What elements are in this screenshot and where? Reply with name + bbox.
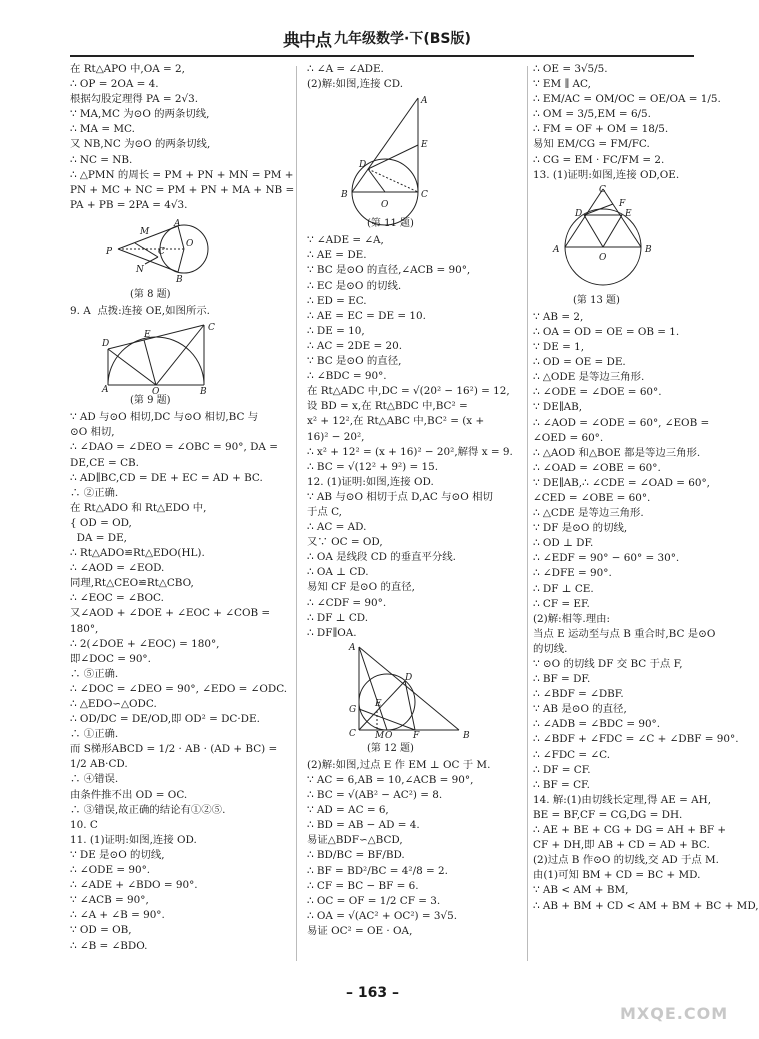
answer-line: ∴ ⑤正确. xyxy=(70,667,119,680)
site-watermark: MXQE.COM xyxy=(620,1004,729,1023)
answer-line: (2)过点 B 作⊙O 的切线,交 AD 于点 M. xyxy=(533,854,719,867)
answer-line: ∴ OD = OE = DE. xyxy=(533,356,626,369)
answer-line: ∵ DE = 1, xyxy=(533,341,585,354)
answer-line: CF + DH,即 AB + CD = AD + BC. xyxy=(533,839,710,852)
header-rule xyxy=(70,55,694,57)
answer-line: 易证△BDF∽△BCD, xyxy=(307,834,403,847)
answer-line: ∴ OD ⊥ DF. xyxy=(533,537,594,550)
answer-line: ∴ DE = 10, xyxy=(307,324,365,337)
answer-line: ∴ ∠AOD = ∠ODE = 60°, ∠EOB = xyxy=(533,416,710,429)
figure11-diagram xyxy=(307,94,521,231)
figure-caption: (第 12 题) xyxy=(367,742,414,754)
point-label: D xyxy=(405,672,413,683)
book-title: 九年级数学·下(BS版) xyxy=(334,31,471,47)
answer-line: ∴ BD/BC = BF/BD. xyxy=(307,849,405,862)
answer-line: 13. (1)证明:如图,连接 OD,OE. xyxy=(533,168,680,181)
answer-line: ∴ ∠ADE + ∠BDO = 90°. xyxy=(70,879,198,892)
answer-line: ∵ AB = 2, xyxy=(533,310,584,323)
point-label: A xyxy=(553,244,560,255)
answer-line: ∵ ∠ACB = 90°, xyxy=(70,894,149,907)
answer-line: ∴ OC = OF = 1/2 CF = 3. xyxy=(307,894,441,907)
answer-line: ∴ ∠BDF = ∠DBF. xyxy=(533,688,624,701)
answer-line: ∵ AD = AC = 6, xyxy=(307,804,389,817)
point-label: F xyxy=(619,198,626,209)
answer-column-middle xyxy=(307,62,521,967)
page-number: – 163 – xyxy=(346,985,399,1001)
answer-line: ∴ BF = CF. xyxy=(533,778,590,791)
answer-line: 由条件推不出 OD = OC. xyxy=(70,788,188,801)
answer-line: 由(1)可知 BM + CD = BC + MD. xyxy=(533,869,701,882)
point-label: E xyxy=(421,140,428,151)
point-label: D xyxy=(575,208,583,219)
answer-line: ∴ OM = 3/5,EM = 6/5. xyxy=(533,108,651,121)
answer-line: ∴ ∠ODE = 90°. xyxy=(70,864,151,877)
answer-line: ∴ FM = OF + OM = 18/5. xyxy=(533,123,669,136)
answer-line: DE,CE = CB. xyxy=(70,456,139,469)
point-label: P xyxy=(106,246,113,257)
answer-line: ∴ OA 是线段 CD 的垂直平分线. xyxy=(307,551,456,564)
answer-line: ∵ AC = 6,AB = 10,∠ACB = 90°, xyxy=(307,774,474,786)
point-label: G xyxy=(349,704,357,715)
figure-caption: (第 11 题) xyxy=(367,218,414,230)
answer-line: 在 Rt△ADC 中,DC = √(20² − 16²) = 12, xyxy=(307,385,510,398)
answer-line: ⊙O 相切, xyxy=(70,426,115,439)
figure8-diagram xyxy=(70,215,272,302)
answer-line: ∴ ∠B = ∠BDO. xyxy=(70,939,148,952)
point-label: D xyxy=(102,339,110,350)
page-header xyxy=(0,0,750,64)
answer-line: ∴ ③错误,故正确的结论有①②⑤. xyxy=(70,803,226,816)
answer-line: 当点 E 运动至与点 B 重合时,BC 是⊙O xyxy=(533,627,716,640)
point-label: N xyxy=(136,264,144,275)
answer-line: 180°, xyxy=(70,622,99,635)
answer-line: (2)解:如图,连接 CD. xyxy=(307,78,403,91)
answer-line: ∠OED = 60°. xyxy=(533,431,604,444)
answer-line: ∴ ∠CDF = 90°. xyxy=(307,596,387,609)
figure12-diagram xyxy=(307,643,521,756)
answer-line: 16)² − 20², xyxy=(307,430,365,443)
answer-line: 于点 C, xyxy=(307,505,342,518)
point-label: M xyxy=(140,226,150,237)
answer-line: 易知 EM/CG = FM/FC. xyxy=(533,138,650,151)
answer-line: ∴ AE = EC = DE = 10. xyxy=(307,309,426,322)
point-label: D xyxy=(359,160,367,171)
answer-line: ∴ OA = OD = OE = OB = 1. xyxy=(533,325,680,338)
answer-line: ∴ BF = DF. xyxy=(533,673,591,686)
answer-line: ∴ ∠A + ∠B = 90°. xyxy=(70,909,165,922)
answer-line: ∴ DF∥OA. xyxy=(307,626,357,639)
answer-line: PA + PB = 2PA = 4√3. xyxy=(70,198,188,211)
figure11-drawing xyxy=(337,94,457,216)
point-label: E xyxy=(375,698,382,709)
figure-caption: (第 13 题) xyxy=(573,294,620,306)
answer-line: ∵ AB 与⊙O 相切于点 D,AC 与⊙O 相切 xyxy=(307,490,493,503)
answer-line: 同理,Rt△CEO≌Rt△CBO, xyxy=(70,577,194,590)
point-label: A xyxy=(102,385,109,396)
answer-line: x² + 12²,在 Rt△ABC 中,BC² = (x + xyxy=(307,415,485,428)
column-divider xyxy=(527,66,528,961)
point-label: A xyxy=(421,96,428,107)
answer-line: ∴ ∠FDC = ∠C. xyxy=(533,748,611,761)
answer-line: ∴ ∠EOC = ∠BOC. xyxy=(70,592,164,605)
point-label: B xyxy=(463,730,470,741)
answer-line: PN + MC + NC = PM + PN + MA + NB = xyxy=(70,183,295,196)
answer-line: ∴ AD∥BC,CD = DE + EC = AD + BC. xyxy=(70,471,263,484)
point-label: C xyxy=(158,246,165,257)
answer-line: ∴ CF = BC − BF = 6. xyxy=(307,879,419,892)
answer-line: 11. (1)证明:如图,连接 OD. xyxy=(70,833,197,846)
answer-line: ∴ DF ⊥ CE. xyxy=(533,582,594,595)
answer-line: ∴ Rt△ADO≌Rt△EDO(HL). xyxy=(70,547,205,560)
point-label: F xyxy=(413,730,420,741)
answer-line: 设 BD = x,在 Rt△BDC 中,BC² = xyxy=(307,400,468,413)
answer-line: ∴ AC = 2DE = 20. xyxy=(307,339,403,352)
figure-caption: (第 8 题) xyxy=(130,288,171,300)
point-label: C xyxy=(208,323,215,334)
point-label: E xyxy=(625,208,632,219)
answer-line: ∵ BC 是⊙O 的直径, xyxy=(307,355,402,368)
answer-line: ∵ ∠ADE = ∠A, xyxy=(307,234,384,247)
answer-line: ∴ OD/DC = DE/OD,即 OD² = DC·DE. xyxy=(70,713,260,726)
answer-line: ∴ BF = BD²/BC = 4²/8 = 2. xyxy=(307,864,448,877)
answer-line: 又∵ OC = OD, xyxy=(307,536,383,549)
answer-line: { OD = OD, xyxy=(70,516,132,529)
answer-line: ∴ ∠AOD = ∠EOD. xyxy=(70,562,165,575)
answer-line: ∵ EM ∥ AC, xyxy=(533,78,591,91)
answer-line: ∴ AB + BM + CD < AM + BM + BC + MD, xyxy=(533,899,759,912)
answer-line: ∴ AE + BE + CG + DG = AH + BF + xyxy=(533,824,727,837)
answer-line: ∴ ②正确. xyxy=(70,486,119,499)
answer-line: ∴ △AOD 和△BOE 都是等边三角形. xyxy=(533,446,701,459)
answer-line: 的切线. xyxy=(533,642,568,655)
answer-line: ∴ OE = 3√5/5. xyxy=(533,63,608,75)
point-label: A xyxy=(174,218,181,229)
answer-line: ∵ DF 是⊙O 的切线, xyxy=(533,522,628,535)
column-divider xyxy=(296,66,297,961)
answer-line: ∴ EM/AC = OM/OC = OE/OA = 1/5. xyxy=(533,93,721,106)
answer-line: DA = DE, xyxy=(70,531,127,544)
point-label: O xyxy=(152,387,160,398)
answer-column-right xyxy=(533,62,759,967)
answer-line: ∴ ∠BDC = 90°. xyxy=(307,370,387,383)
answer-line: 易证 OC² = OE · OA, xyxy=(307,924,413,937)
answer-line: ∴ DF ⊥ CD. xyxy=(307,611,369,624)
answer-line: ∵ AB 是⊙O 的直径, xyxy=(533,703,627,716)
publisher-logo: 典中点 xyxy=(283,31,331,51)
answer-line: ∴ OA = √(AC² + OC²) = 3√5. xyxy=(307,909,457,922)
answer-line: 12. (1)证明:如图,连接 OD. xyxy=(307,475,434,488)
answer-line: 在 Rt△ADO 和 Rt△EDO 中, xyxy=(70,501,207,514)
answer-line: ∴ ∠EDF = 90° − 60° = 30°. xyxy=(533,552,680,565)
answer-line: ∵ DE∥AB, xyxy=(533,401,583,414)
answer-line: ∠CED = ∠OBE = 60°. xyxy=(533,491,651,504)
answer-line: ∴ x² + 12² = (x + 16)² − 20²,解得 x = 9. xyxy=(307,445,513,458)
answer-line: ∴ ∠BDF + ∠FDC = ∠C + ∠DBF = 90°. xyxy=(533,733,739,746)
point-label: O xyxy=(385,730,393,741)
answer-line: ∴ ED = EC. xyxy=(307,294,367,307)
point-label: B xyxy=(200,387,207,398)
answer-line: 9. A 点拨:连接 OE,如图所示. xyxy=(70,305,210,318)
answer-line: ∴ OP = 2OA = 4. xyxy=(70,78,159,91)
figure-caption: (第 9 题) xyxy=(130,395,171,407)
answer-line: ∵ AD 与⊙O 相切,DC 与⊙O 相切,BC 与 xyxy=(70,411,259,424)
answer-line: 14. 解:(1)由切线长定理,得 AE = AH, xyxy=(533,793,712,806)
point-label: M xyxy=(375,730,385,741)
answer-line: ∴ BC = √(12² + 9²) = 15. xyxy=(307,460,439,473)
answer-line: ∵ ⊙O 的切线 DF 交 BC 于点 F, xyxy=(533,658,683,670)
answer-line: ∴ △PMN 的周长 = PM + PN + MN = PM + xyxy=(70,168,294,181)
point-label: B xyxy=(645,244,652,255)
answer-line: ∴ OA ⊥ CD. xyxy=(307,566,369,579)
answer-line: ∴ CF = EF. xyxy=(533,597,590,610)
answer-line: 易知 CF 是⊙O 的直径, xyxy=(307,581,415,594)
answer-line: ∴ AC = AD. xyxy=(307,521,367,534)
answer-line: ∴ ∠DOC = ∠DEO = 90°, ∠EDO = ∠ODC. xyxy=(70,682,288,695)
point-label: C xyxy=(349,728,356,739)
answer-line: 根据勾股定理得 PA = 2√3. xyxy=(70,93,199,106)
answer-line: ∵ BC 是⊙O 的直径,∠ACB = 90°, xyxy=(307,264,471,277)
answer-line: 10. C xyxy=(70,818,98,831)
point-label: O xyxy=(186,238,194,249)
figure13-drawing xyxy=(547,185,657,293)
point-label: B xyxy=(176,274,183,285)
answer-line: ∴ ∠DFE = 90°. xyxy=(533,567,612,580)
answer-line: ∵ OD = OB, xyxy=(70,924,132,937)
answer-line: ∴ MA = MC. xyxy=(70,123,135,136)
point-label: E xyxy=(144,330,151,341)
answer-line: ∴ DF = CF. xyxy=(533,763,591,776)
answer-line: ∴ BC = √(AB² − AC²) = 8. xyxy=(307,789,443,802)
answer-line: ∵ DE 是⊙O 的切线, xyxy=(70,848,165,861)
answer-line: ∴ △ODE 是等边三角形. xyxy=(533,371,645,384)
point-label: B xyxy=(341,190,348,201)
answer-line: 即∠DOC = 90°. xyxy=(70,652,151,665)
answer-line: 1/2 AB·CD. xyxy=(70,758,128,771)
answer-line: ∴ △CDE 是等边三角形. xyxy=(533,507,644,520)
answer-line: 又∠AOD + ∠DOE + ∠EOC + ∠COB = xyxy=(70,607,271,620)
answer-line: (2)解:如图,过点 E 作 EM ⊥ OC 于 M. xyxy=(307,758,491,771)
answer-line: ∴ ∠ODE = ∠DOE = 60°. xyxy=(533,386,662,399)
figure9-drawing xyxy=(100,321,220,393)
answer-line: ∴ ∠ADB = ∠BDC = 90°. xyxy=(533,718,661,731)
answer-line: ∴ BD = AB − AD = 4. xyxy=(307,819,420,832)
answer-column-left xyxy=(70,62,295,967)
answer-line: ∴ ①正确. xyxy=(70,728,119,741)
answer-line: ∵ AB < AM + BM, xyxy=(533,884,629,897)
answer-line: 又 NB,NC 为⊙O 的两条切线, xyxy=(70,138,211,151)
point-label: O xyxy=(599,252,607,263)
answer-line: 在 Rt△APO 中,OA = 2, xyxy=(70,63,185,75)
answer-line: ∴ △EDO∽△ODC. xyxy=(70,698,157,710)
answer-line: ∴ ∠A = ∠ADE. xyxy=(307,63,384,75)
answer-line: 而 S梯形ABCD = 1/2 · AB · (AD + BC) = xyxy=(70,743,278,756)
answer-line: ∴ EC 是⊙O 的切线. xyxy=(307,279,402,292)
answer-line: ∴ ∠DAO = ∠DEO = ∠OBC = 90°, DA = xyxy=(70,441,278,454)
point-label: O xyxy=(381,200,389,211)
answer-line: ∴ NC = NB. xyxy=(70,153,133,166)
answer-line: BE = BF,CF = CG,DG = DH. xyxy=(533,808,683,821)
answer-line: ∴ ④错误. xyxy=(70,773,119,786)
point-label: C xyxy=(599,184,606,195)
answer-line: ∴ CG = EM · FC/FM = 2. xyxy=(533,153,665,166)
figure12-drawing xyxy=(337,643,477,741)
point-label: C xyxy=(421,190,428,201)
answer-line: ∴ ∠OAD = ∠OBE = 60°. xyxy=(533,461,661,474)
answer-line: ∵ MA,MC 为⊙O 的两条切线, xyxy=(70,108,210,121)
point-label: A xyxy=(349,642,356,653)
figure9-diagram xyxy=(70,321,272,408)
answer-line: (2)解:相等.理由: xyxy=(533,612,610,625)
figure13-diagram xyxy=(533,185,697,308)
answer-line: ∴ AE = DE. xyxy=(307,249,367,262)
answer-line: ∴ 2(∠DOE + ∠EOC) = 180°, xyxy=(70,637,220,650)
answer-line: ∵ DE∥AB,∴ ∠CDE = ∠OAD = 60°, xyxy=(533,476,710,489)
